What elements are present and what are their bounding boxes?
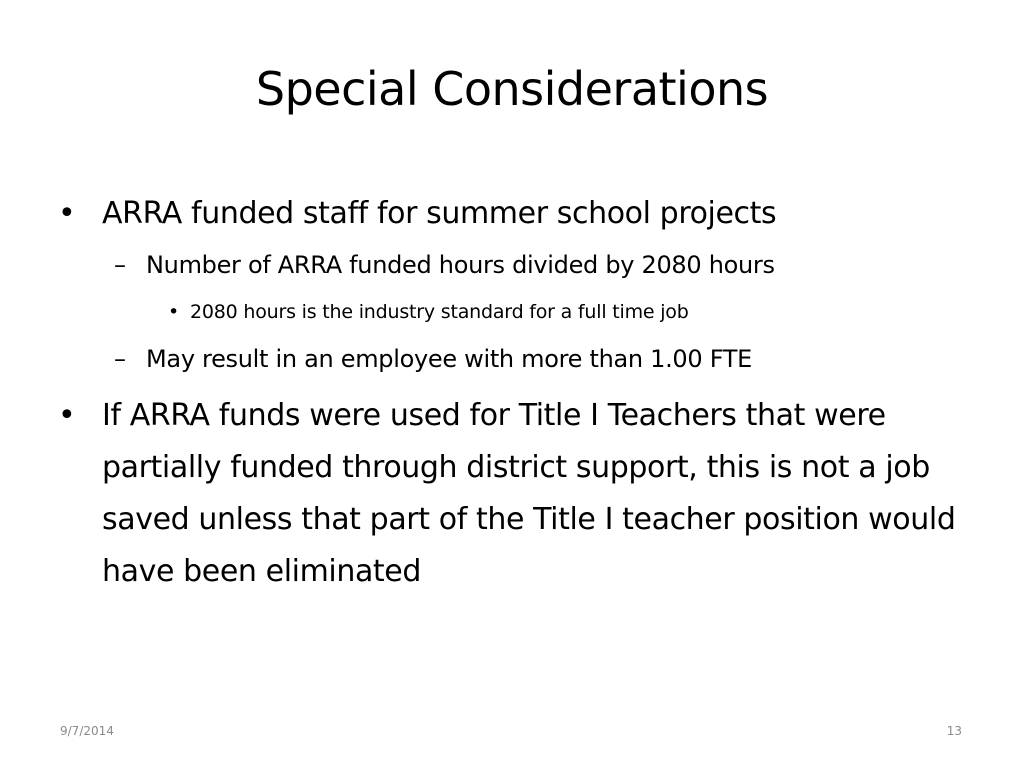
footer-date: 9/7/2014 [60,724,114,738]
bullet-icon: • [168,301,180,323]
slide-title: Special Considerations [255,62,769,116]
sub-sub-bullet-item [56,290,976,334]
slide-body [56,188,976,598]
bullet-text: If ARRA funds were used for Title I Teachers that were partially funded through district support, this is not a job saved unless that part of the Title I teacher position would have been eliminated [102,398,956,589]
sub-bullet-text: Number of ARRA funded hours divided by 2080 hours [146,251,775,279]
sub-bullet-item [56,240,976,290]
sub-bullet-text: May result in an employee with more than 1.00 FTE [146,345,753,373]
bullet-item [56,390,976,598]
dash-icon: – [114,345,126,373]
slide-number: 13 [946,724,962,738]
dash-icon: – [114,251,126,279]
sub-sub-bullet-text: 2080 hours is the industry standard for a full time job [190,301,689,323]
bullet-text: ARRA funded staff for summer school projects [102,196,777,231]
bullet-item [56,188,976,240]
sub-bullet-item [56,334,976,384]
bullet-icon: • [58,196,76,231]
bullet-icon: • [58,398,76,433]
